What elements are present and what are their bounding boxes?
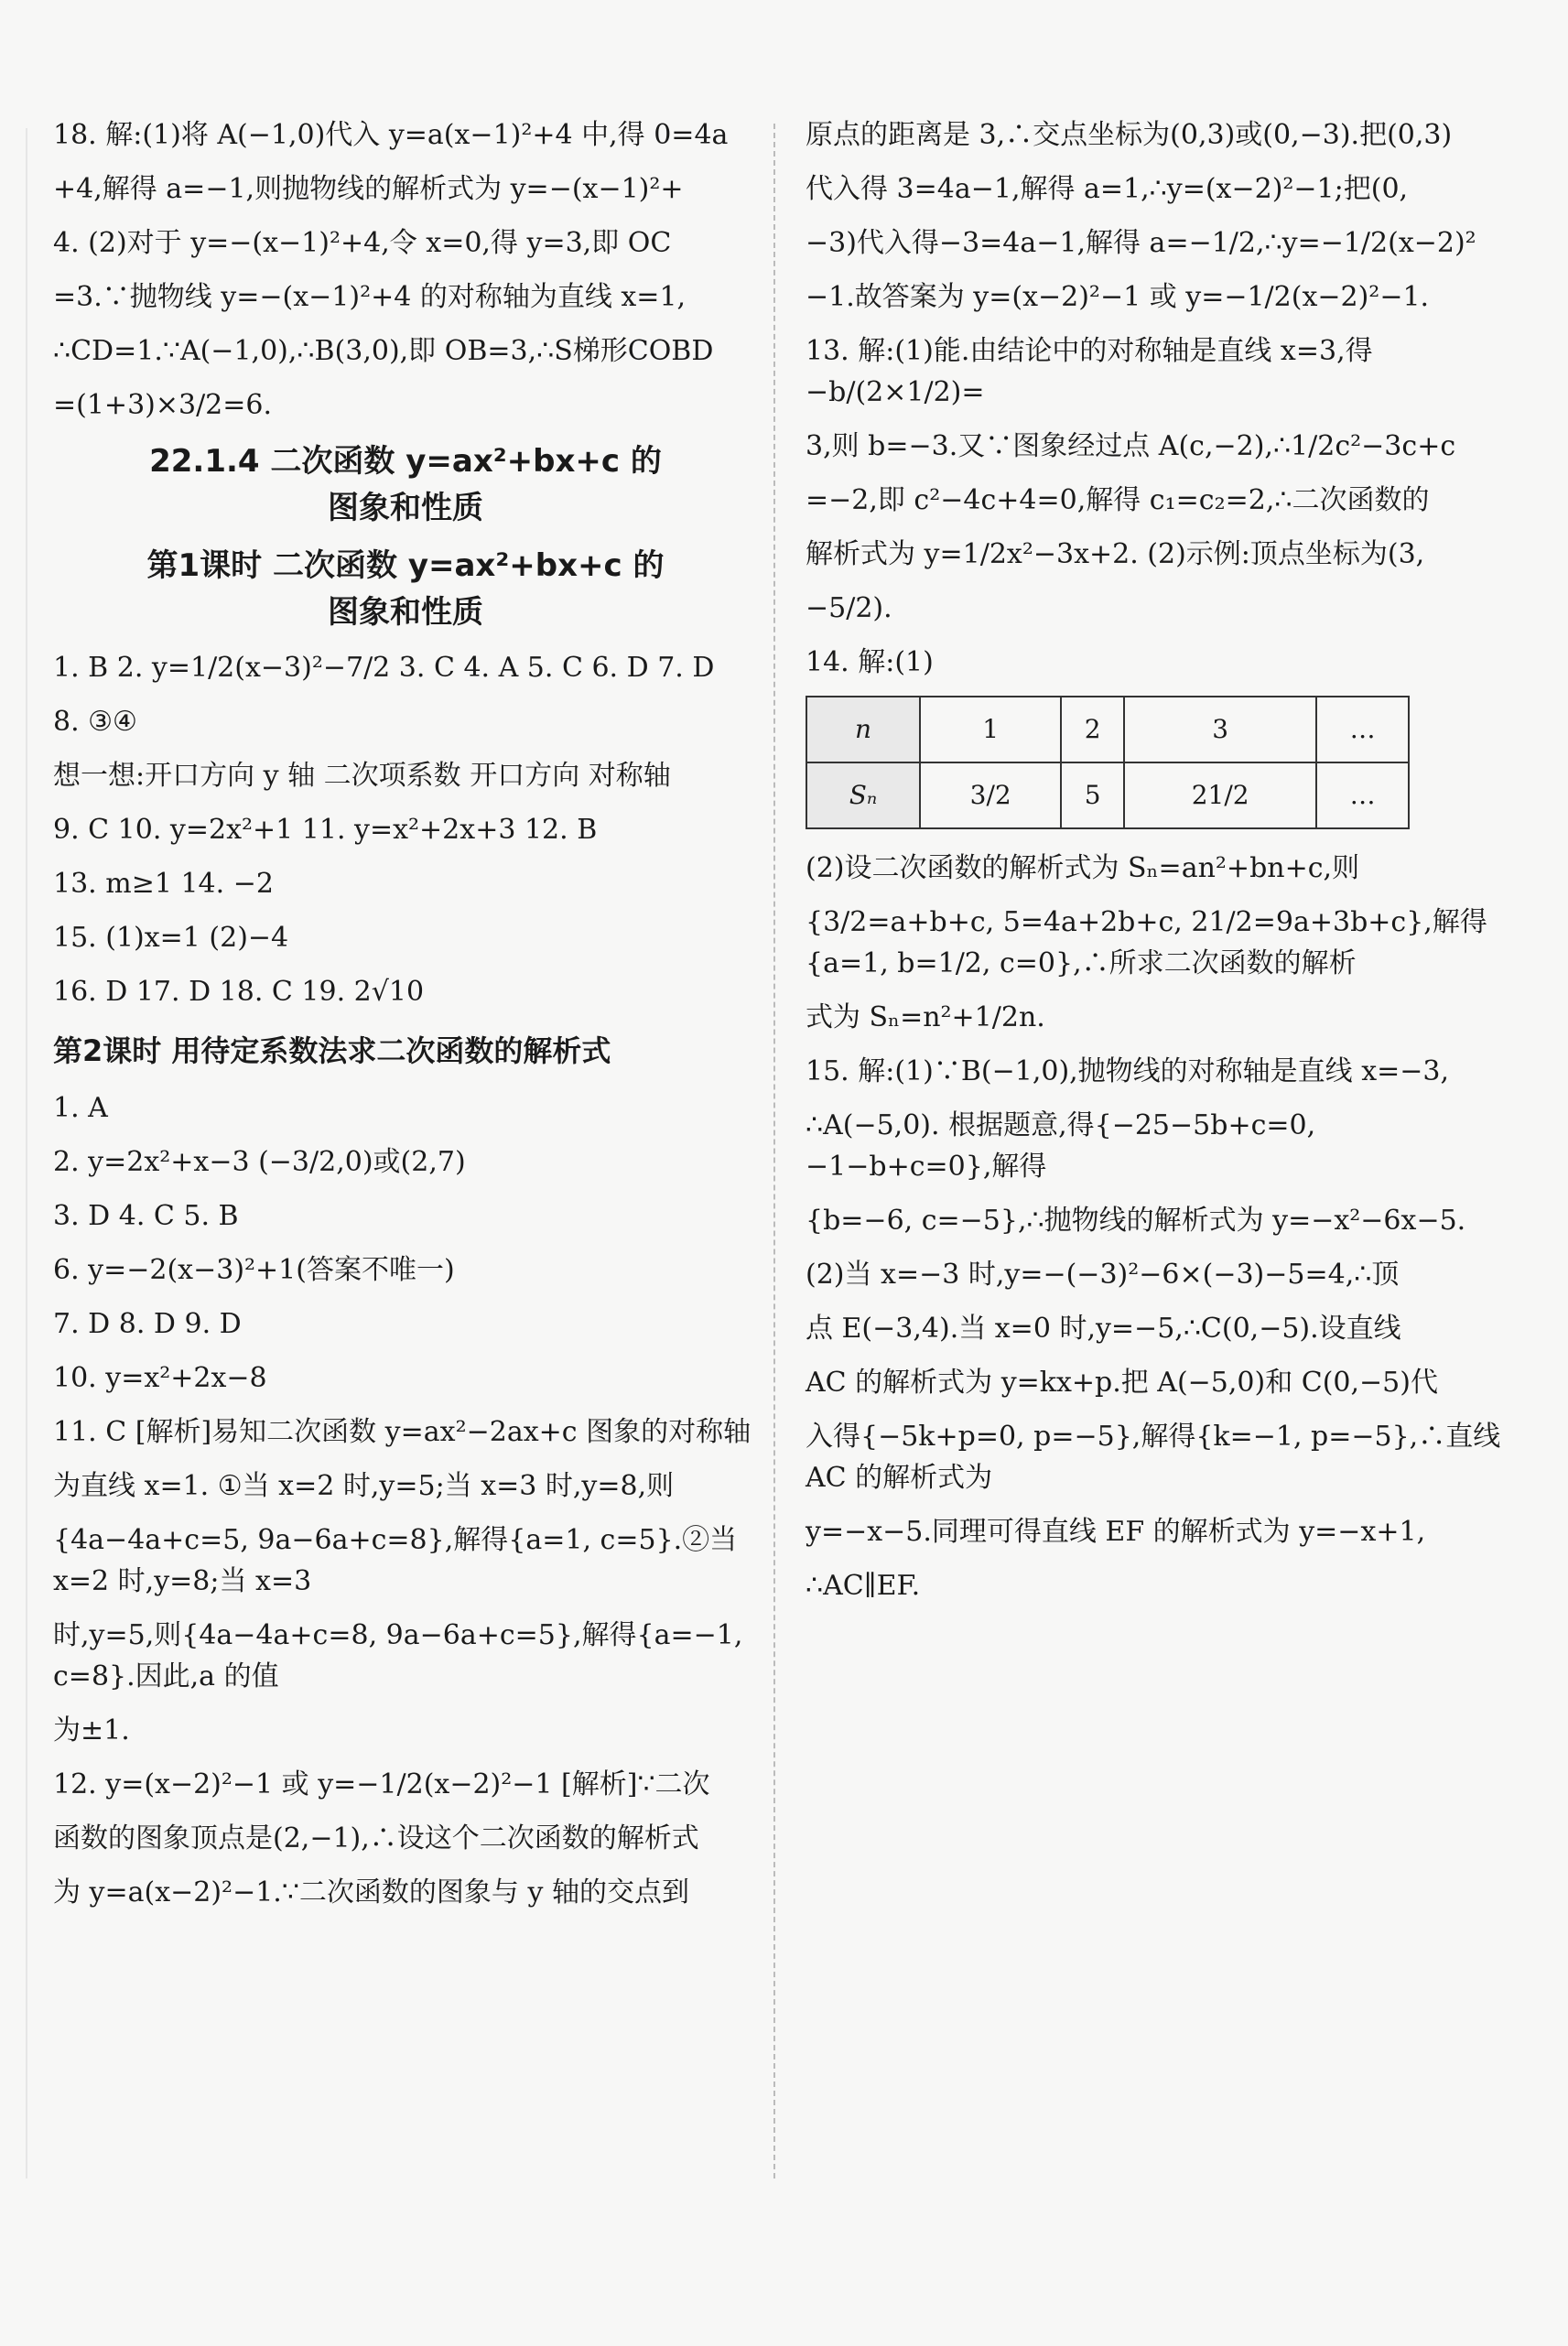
q15-line: 点 E(−3,4).当 x=0 时,y=−5,∴C(0,−5).设直线 bbox=[806, 1313, 1401, 1345]
left-column bbox=[53, 114, 758, 1926]
q13-line: −5/2). bbox=[806, 592, 892, 624]
question-13 bbox=[806, 330, 1510, 629]
table-cell: n bbox=[806, 697, 920, 762]
q18-line: 4. (2)对于 y=−(x−1)²+4,令 x=0,得 y=3,即 OC bbox=[53, 227, 672, 259]
question-12-continued bbox=[806, 114, 1510, 318]
answer-line: 6. y=−2(x−3)²+1(答案不唯一) bbox=[53, 1254, 455, 1286]
q15-line: ∴A(−5,0). 根据题意,得{−25−5b+c=0, −1−b+c=0},解得 bbox=[806, 1109, 1316, 1183]
table-cell: Sₙ bbox=[806, 762, 920, 828]
q14-line: {3/2=a+b+c, 5=4a+2b+c, 21/2=9a+3b+c},解得{a=1, b=1/2, c=0},∴所求二次函数的解析 bbox=[806, 906, 1487, 979]
table-cell: … bbox=[1316, 762, 1409, 828]
q11-line: 11. C [解析]易知二次函数 y=ax²−2ax+c 图象的对称轴 bbox=[53, 1416, 752, 1448]
q18-line: 18. 解:(1)将 A(−1,0)代入 y=a(x−1)²+4 中,得 0=4a bbox=[53, 119, 729, 151]
q18-line: ∴CD=1.∵A(−1,0),∴B(3,0),即 OB=3,∴S梯形COBD bbox=[53, 335, 714, 367]
answer-line: 10. y=x²+2x−8 bbox=[53, 1362, 267, 1394]
q15-line: 15. 解:(1)∵B(−1,0),抛物线的对称轴是直线 x=−3, bbox=[806, 1055, 1450, 1087]
q11-line: 为直线 x=1. ①当 x=2 时,y=5;当 x=3 时,y=8,则 bbox=[53, 1470, 675, 1502]
q12-line: 函数的图象顶点是(2,−1),∴设这个二次函数的解析式 bbox=[53, 1822, 699, 1854]
section-title: 22.1.4 二次函数 y=ax²+bx+c 的 图象和性质 bbox=[149, 443, 662, 526]
q15-line: (2)当 x=−3 时,y=−(−3)²−6×(−3)−5=4,∴顶 bbox=[806, 1259, 1400, 1291]
q12-line: −3)代入得−3=4a−1,解得 a=−1/2,∴y=−1/2(x−2)² bbox=[806, 227, 1476, 259]
answer-line: 9. C 10. y=2x²+1 11. y=x²+2x+3 12. B bbox=[53, 814, 598, 846]
q15-line: y=−x−5.同理可得直线 EF 的解析式为 y=−x+1, bbox=[806, 1516, 1426, 1548]
q13-line: =−2,即 c²−4c+4=0,解得 c₁=c₂=2,∴二次函数的 bbox=[806, 484, 1430, 516]
answer-line: 7. D 8. D 9. D bbox=[53, 1308, 242, 1340]
table-cell: 21/2 bbox=[1124, 762, 1316, 828]
q11-line: 时,y=5,则{4a−4a+c=8, 9a−6a+c=5},解得{a=−1, c=8}.因此,a 的值 bbox=[53, 1619, 743, 1692]
table-cell: 2 bbox=[1061, 697, 1124, 762]
column-divider bbox=[773, 124, 775, 2178]
question-12 bbox=[53, 1764, 758, 1913]
q15-line: AC 的解析式为 y=kx+p.把 A(−5,0)和 C(0,−5)代 bbox=[806, 1367, 1438, 1399]
q12-line: 代入得 3=4a−1,解得 a=1,∴y=(x−2)²−1;把(0, bbox=[806, 173, 1409, 205]
q14-line: (2)设二次函数的解析式为 Sₙ=an²+bn+c,则 bbox=[806, 852, 1360, 884]
answer-line: 1. B 2. y=1/2(x−3)²−7/2 3. C 4. A 5. C 6. D 7. D bbox=[53, 652, 715, 684]
lesson1-answers bbox=[53, 647, 758, 1012]
table-cell: 5 bbox=[1061, 762, 1124, 828]
sequence-table bbox=[806, 696, 1410, 829]
answer-line: 想一想:开口方向 y 轴 二次项系数 开口方向 对称轴 bbox=[53, 760, 671, 792]
answer-line: 8. ③④ bbox=[53, 706, 137, 738]
q18-line: =3.∵抛物线 y=−(x−1)²+4 的对称轴为直线 x=1, bbox=[53, 281, 687, 313]
q12-line: 原点的距离是 3,∴交点坐标为(0,3)或(0,−3).把(0,3) bbox=[806, 119, 1453, 151]
q13-line: 13. 解:(1)能.由结论中的对称轴是直线 x=3,得 −b/(2×1/2)= bbox=[806, 335, 1373, 408]
table-cell: … bbox=[1316, 697, 1409, 762]
lesson2-answers bbox=[53, 1087, 758, 1399]
right-column bbox=[806, 114, 1510, 1619]
answer-line: 15. (1)x=1 (2)−4 bbox=[53, 922, 289, 954]
table-cell: 3 bbox=[1124, 697, 1316, 762]
q18-line: +4,解得 a=−1,则抛物线的解析式为 y=−(x−1)²+ bbox=[53, 173, 684, 205]
q12-line: 为 y=a(x−2)²−1.∵二次函数的图象与 y 轴的交点到 bbox=[53, 1876, 689, 1908]
q11-line: 为±1. bbox=[53, 1714, 130, 1746]
q14-label: 14. 解:(1) bbox=[806, 646, 934, 678]
q11-line: {4a−4a+c=5, 9a−6a+c=8},解得{a=1, c=5}.②当 x=2 时,y=8;当 x=3 bbox=[53, 1524, 738, 1597]
answer-line: 13. m≥1 14. −2 bbox=[53, 868, 274, 900]
table-cell: 1 bbox=[920, 697, 1061, 762]
table-cell: 3/2 bbox=[920, 762, 1061, 828]
q15-line: 入得{−5k+p=0, p=−5},解得{k=−1, p=−5},∴直线 AC 的解析式为 bbox=[806, 1421, 1501, 1494]
answer-line: 2. y=2x²+x−3 (−3/2,0)或(2,7) bbox=[53, 1146, 466, 1178]
margin-rule bbox=[26, 128, 27, 2178]
table-row bbox=[806, 762, 1409, 828]
q13-line: 解析式为 y=1/2x²−3x+2. (2)示例:顶点坐标为(3, bbox=[806, 538, 1425, 570]
question-14 bbox=[806, 642, 1510, 1038]
question-15 bbox=[806, 1051, 1510, 1606]
question-11 bbox=[53, 1411, 758, 1751]
answer-line: 16. D 17. D 18. C 19. 2√10 bbox=[53, 976, 425, 1008]
q13-line: 3,则 b=−3.又∵图象经过点 A(c,−2),∴1/2c²−3c+c bbox=[806, 430, 1456, 462]
lesson1-title: 第1课时 二次函数 y=ax²+bx+c 的 图象和性质 bbox=[146, 547, 665, 631]
q12-line: −1.故答案为 y=(x−2)²−1 或 y=−1/2(x−2)²−1. bbox=[806, 281, 1430, 313]
question-18 bbox=[53, 114, 758, 426]
q14-line: 式为 Sₙ=n²+1/2n. bbox=[806, 1001, 1045, 1033]
answer-line: 1. A bbox=[53, 1092, 108, 1124]
q18-line: =(1+3)×3/2=6. bbox=[53, 389, 273, 421]
lesson2-title: 第2课时 用待定系数法求二次函数的解析式 bbox=[53, 1033, 611, 1068]
table-row bbox=[806, 697, 1409, 762]
q12-line: 12. y=(x−2)²−1 或 y=−1/2(x−2)²−1 [解析]∵二次 bbox=[53, 1768, 710, 1800]
q15-line: {b=−6, c=−5},∴抛物线的解析式为 y=−x²−6x−5. bbox=[806, 1205, 1466, 1237]
q15-line: ∴AC∥EF. bbox=[806, 1570, 921, 1602]
answer-line: 3. D 4. C 5. B bbox=[53, 1200, 239, 1232]
